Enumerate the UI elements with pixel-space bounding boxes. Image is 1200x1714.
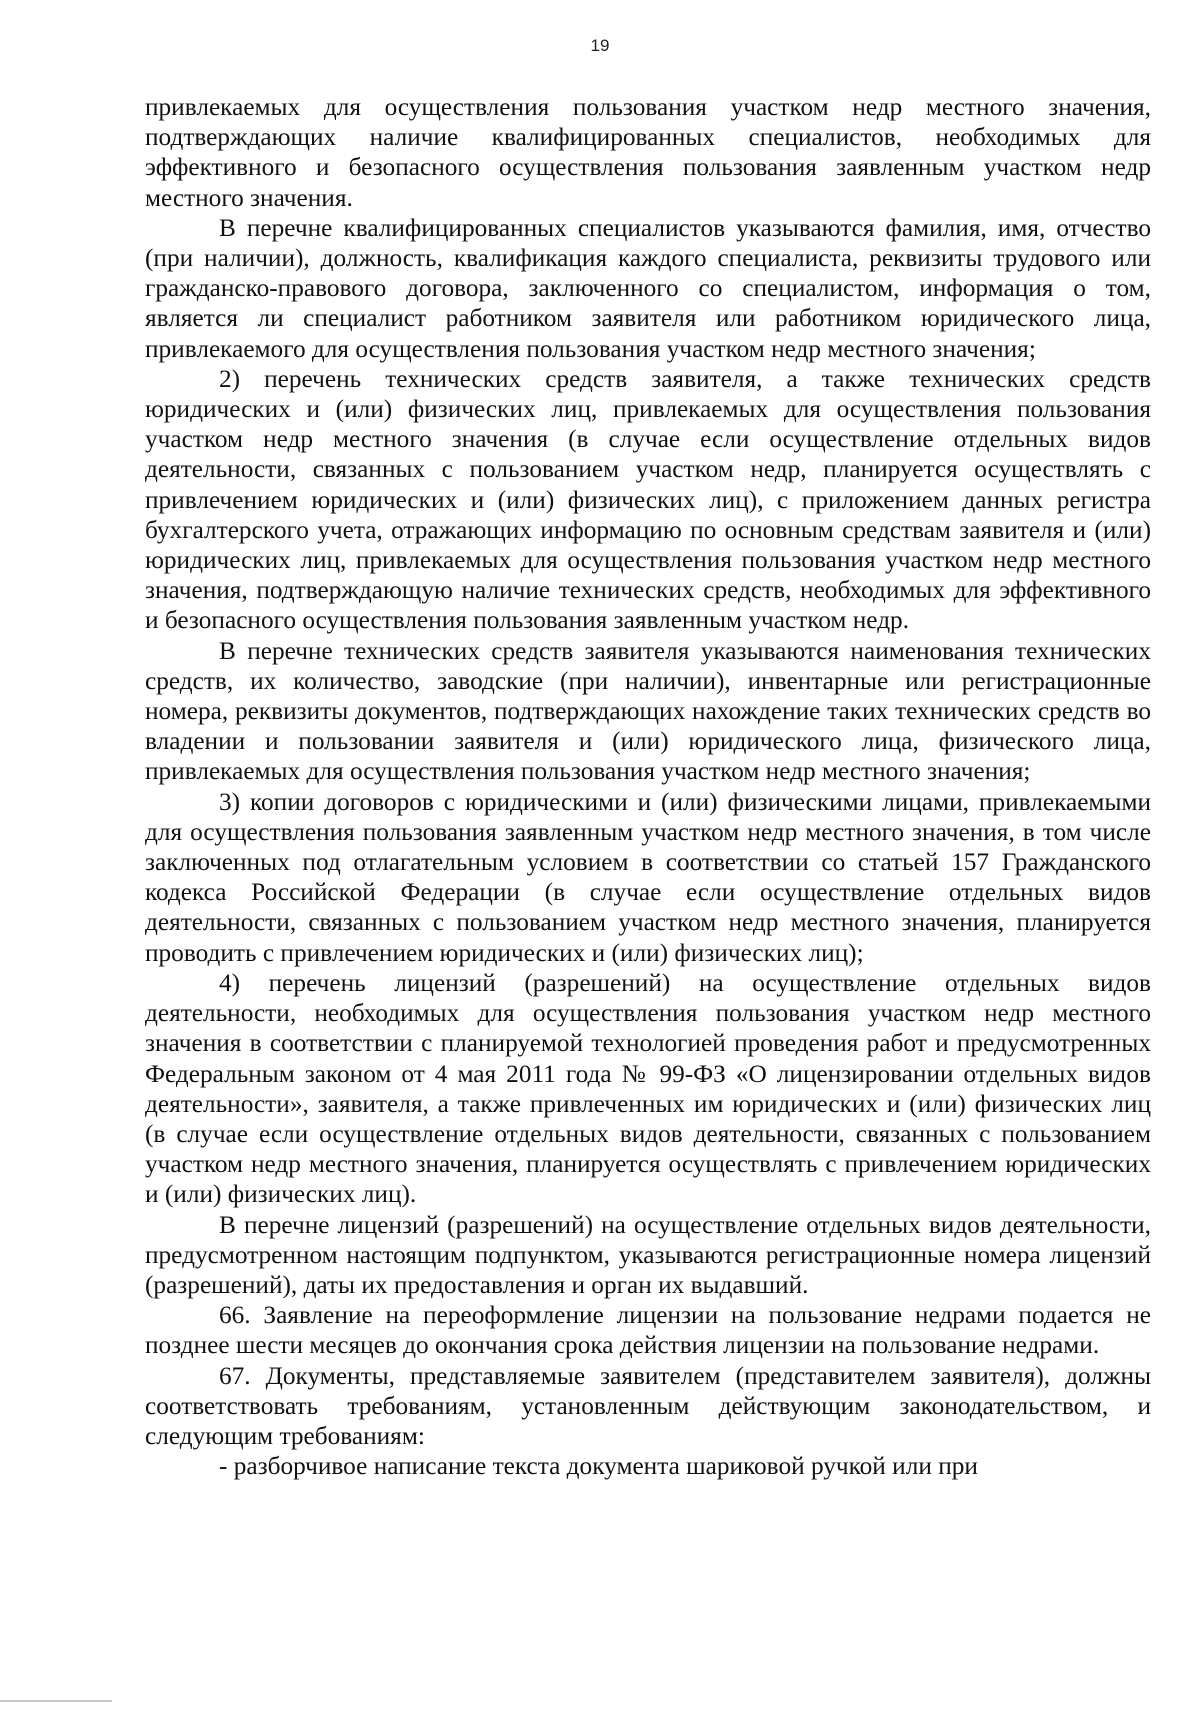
paragraph-licenses-list: В перечне лицензий (разрешений) на осуществление отдельных видов деятельности, предусмотренном настоящим подпунктом, указываются регистрационные номера лицензий (разрешений), даты их предоставления и орган их выдавший. (145, 1210, 1151, 1299)
page-number: 19 (590, 36, 610, 55)
footer-divider (0, 1700, 112, 1702)
paragraph-66-reissue-application: 66. Заявление на переоформление лицензии на пользование недрами подается не позднее шести месяцев до окончания срока действия лицензии на пользование недрами. (145, 1301, 1151, 1360)
paragraph-item-3-contracts: 3) копии договоров с юридическими и (или) физическими лицами, привлекаемыми для осуществления пользования заявленным участком недр местного значения, в том числе заключенных под отлагательным условием в соответствии со статьей 157 Гражданского кодекса Российской Федерации (в случае если осуществление отдельных видов деятельности, связанных с пользованием участком недр местного значения, планируется проводить с привлечением юридических и (или) физических лиц); (145, 787, 1151, 967)
document-body (145, 92, 1151, 1481)
paragraph-technical-means-list: В перечне технических средств заявителя указываются наименования технических средств, их количество, заводские (при наличии), инвентарные или регистрационные номера, реквизиты документов, подтверждающих нахождение таких технических средств во владении и пользовании заявителя и (или) юридического лица, физического лица, привлекаемых для осуществления пользования участком недр местного значения; (145, 636, 1151, 786)
paragraph-67-document-requirements: 67. Документы, представляемые заявителем (представителем заявителя), должны соответствовать требованиям, установленным действующим законодательством, и следующим требованиям: (145, 1361, 1151, 1450)
paragraph-item-4-licenses: 4) перечень лицензий (разрешений) на осуществление отдельных видов деятельности, необходимых для осуществления пользования участком недр местного значения в соответствии с планируемой технологией проведения работ и предусмотренных Федеральным законом от 4 мая 2011 года № 99-ФЗ «О лицензировании отдельных видов деятельности», заявителя, а также привлеченных им юридических и (или) физических лиц (в случае если осуществление отдельных видов деятельности, связанных с пользованием участком недр местного значения, планируется осуществлять с привлечением юридических и (или) физических лиц). (145, 968, 1151, 1209)
paragraph-requirement-handwriting: - разборчивое написание текста документа шариковой ручкой или при (219, 1452, 978, 1481)
paragraph-item-2-technical-means: 2) перечень технических средств заявителя, а также технических средств юридических и (или) физических лиц, привлекаемых для осуществления пользования участком недр местного значения (в случае если осуществление отдельных видов деятельности, связанных с пользованием участком недр, планируется осуществлять с привлечением юридических и (или) физических лиц), с приложением данных регистра бухгалтерского учета, отражающих информацию по основным средствам заявителя и (или) юридических лиц, привлекаемых для осуществления пользования участком недр местного значения, подтверждающую наличие технических средств, необходимых для эффективного и безопасного осуществления пользования заявленным участком недр. (145, 364, 1151, 635)
paragraph-specialists-intro-continued: привлекаемых для осуществления пользования участком недр местного значения, подтверждающих наличие квалифицированных специалистов, необходимых для эффективного и безопасного осуществления пользования заявленным участком недр местного значения. (145, 93, 1151, 212)
paragraph-specialists-list: В перечне квалифицированных специалистов указываются фамилия, имя, отчество (при наличии), должность, квалификация каждого специалиста, реквизиты трудового или гражданско-правового договора, заключенного со специалистом, информация о том, является ли специалист работником заявителя или работником юридического лица, привлекаемого для осуществления пользования участком недр местного значения; (145, 213, 1151, 363)
